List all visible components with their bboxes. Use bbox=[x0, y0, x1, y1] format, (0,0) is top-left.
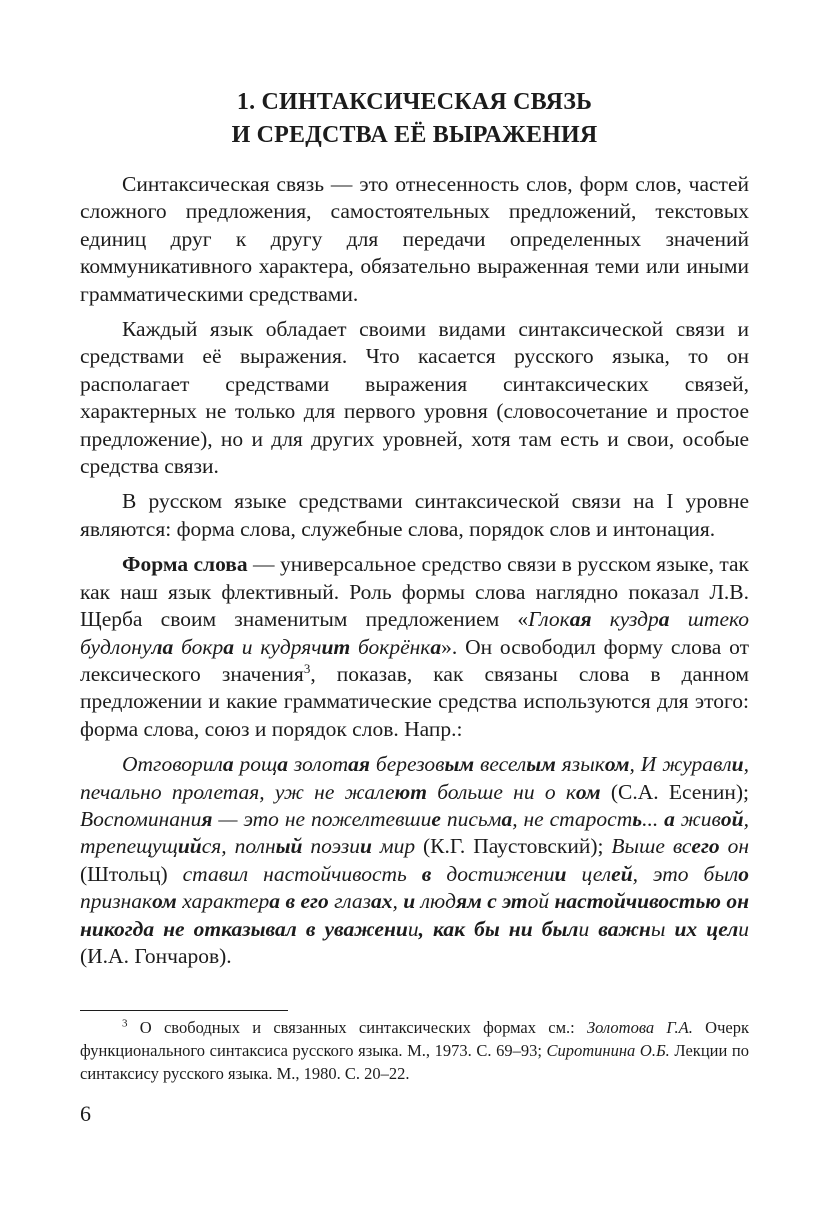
bold-inflection: ом bbox=[575, 779, 601, 804]
footnote-author-sirotinina: Сиротинина О.Б. bbox=[546, 1041, 670, 1060]
bold-inflection: ом bbox=[152, 889, 177, 914]
bold-inflection: ла bbox=[151, 634, 174, 659]
footnote-text-3: Лекции по синтаксису русского языка. М., 1980. С. 20–22. bbox=[80, 1041, 749, 1083]
bold-inflection: ь bbox=[632, 806, 643, 831]
example-goncharov-aside: (Штольц) bbox=[80, 861, 183, 886]
bold-inflection: а bbox=[664, 806, 675, 831]
paragraph-word-form bbox=[80, 551, 749, 743]
bold-inflection: настойчивостью он никогда не отказывал в уважени bbox=[80, 889, 750, 941]
bold-inflection: ям bbox=[456, 889, 482, 914]
bold-inflection: и bbox=[554, 861, 567, 886]
bold-inflection: е bbox=[431, 806, 441, 831]
bold-inflection: ая bbox=[569, 607, 592, 632]
bold-inflection: ая bbox=[348, 752, 370, 777]
bold-inflection: в bbox=[285, 889, 296, 914]
bold-inflection: их цел bbox=[665, 916, 739, 941]
bold-inflection: и bbox=[731, 752, 744, 777]
term-word-form: Форма слова bbox=[122, 552, 248, 577]
bold-inflection: ым bbox=[444, 752, 475, 777]
example-goncharov-start: Выше всего он bbox=[611, 834, 749, 859]
bold-inflection: а bbox=[430, 634, 442, 659]
bold-inflection: а bbox=[658, 607, 670, 632]
bold-inflection: а bbox=[269, 889, 281, 914]
bold-inflection: а bbox=[277, 752, 289, 777]
footnote-text-2: Очерк функционального синтаксиса русского языка. М., 1973. С. 69–93; bbox=[80, 1018, 749, 1060]
bold-inflection: с bbox=[487, 889, 497, 914]
bold-inflection: я bbox=[201, 806, 213, 831]
word-form-text-1: — универсальное средство связи в русском языке, так как наш язык флективный. Роль формы слова наглядно показал Л.В. Щерба своим знаменитым предложением « bbox=[80, 552, 749, 632]
section-title bbox=[80, 86, 749, 152]
bold-inflection: ей bbox=[611, 861, 633, 886]
word-form-text-2: ». Он освободил форму слова от лексического значения bbox=[80, 634, 749, 686]
paragraph-definition: Синтаксическая связь — это отнесенность слов, форм слов, частей сложного предложения, самостоятельных предложений, текстовых единиц друг к другу для передачи определенных значений коммуникативного характера, обязательно выраженная теми или иными грамматическими средствами. bbox=[80, 172, 749, 306]
bold-inflection: ют bbox=[394, 779, 427, 804]
example-esenin: Отговорила роща золотая березовым веселым языком, И журавли, печально пролетая, уж не жалеют больше ни о ком bbox=[80, 752, 750, 804]
bold-inflection: ой bbox=[720, 806, 744, 831]
bold-inflection: эт bbox=[502, 889, 528, 914]
bold-inflection: и bbox=[359, 834, 372, 859]
bold-inflection: ым bbox=[526, 752, 556, 777]
main-text bbox=[80, 171, 749, 970]
book-page bbox=[80, 0, 749, 1211]
bold-inflection: а bbox=[223, 634, 234, 659]
bold-inflection: ом bbox=[604, 752, 630, 777]
example-esenin-source: (С.А. Есенин); bbox=[600, 779, 749, 804]
bold-inflection: ий bbox=[177, 834, 202, 859]
page-number: 6 bbox=[80, 1101, 91, 1126]
bold-inflection: о bbox=[738, 861, 750, 886]
example-paustovsky-source: (К.Г. Паустовский); bbox=[415, 834, 612, 859]
example-paustovsky: Воспоминания — это не пожелтевшие письма, не старость... а живой, трепещущийся, полный поэзии мир bbox=[80, 806, 749, 859]
bold-inflection: а bbox=[222, 752, 234, 777]
bold-inflection: ах bbox=[370, 889, 393, 914]
bold-inflection: в bbox=[421, 861, 432, 886]
example-goncharov-source: (И.А. Гончаров). bbox=[80, 943, 232, 968]
footnote bbox=[80, 1016, 749, 1085]
word-form-text-3: , показав, как связаны слова в данном предложении и какие грамматические средства используются для этого: форма слова, союз и порядок слов. Напр.: bbox=[80, 661, 749, 741]
section-title-line-1: 1. СИНТАКСИЧЕСКАЯ СВЯЗЬ bbox=[236, 89, 593, 115]
section-title-line-2: И СРЕДСТВА ЕЁ ВЫРАЖЕНИЯ bbox=[231, 122, 598, 148]
bold-inflection: , как бы ни был bbox=[418, 916, 579, 941]
bold-inflection: его bbox=[691, 834, 720, 859]
paragraph-examples bbox=[80, 751, 749, 970]
footnote-reference[interactable]: 3 bbox=[303, 660, 311, 676]
footnote-text-1: О свободных и связанных синтаксических формах см.: bbox=[127, 1018, 588, 1037]
bold-inflection: а bbox=[501, 806, 513, 831]
bold-inflection: ый bbox=[275, 834, 303, 859]
paragraph-russian-language: Каждый язык обладает своими видами синтаксической связи и средствами её выражения. Что касается русского языка, то он располагает средствами выражения синтаксических связей, характерных не только для первого уровня (словосочетание и простое предложение), но и для других уровней, хотя там есть и свои, особые средства связи. bbox=[80, 317, 749, 479]
bold-inflection: и bbox=[403, 889, 416, 914]
paragraph-first-level-means: В русском языке средствами синтаксической связи на I уровне являются: форма слова, служебные слова, порядок слов и интонация. bbox=[80, 489, 749, 541]
bold-inflection: его bbox=[300, 889, 329, 914]
footnote-divider bbox=[80, 1010, 288, 1011]
bold-inflection: важн bbox=[589, 916, 651, 941]
footnote-number: 3 bbox=[122, 1017, 128, 1030]
footnote-author-zolotova: Золотова Г.А. bbox=[587, 1018, 693, 1037]
glokaya-kuzdra-example: Глокая куздра штеко будлонула бокра и кудрячит бокрёнка bbox=[80, 607, 749, 659]
bold-inflection: ит bbox=[321, 634, 351, 659]
example-goncharov-rest: ставил настойчивость в достижении целей, это было признаком характера в его глазах, и людям с этой настойчивостью он никогда не отказывал в уважении, как бы ни были важны их цели bbox=[80, 861, 750, 941]
